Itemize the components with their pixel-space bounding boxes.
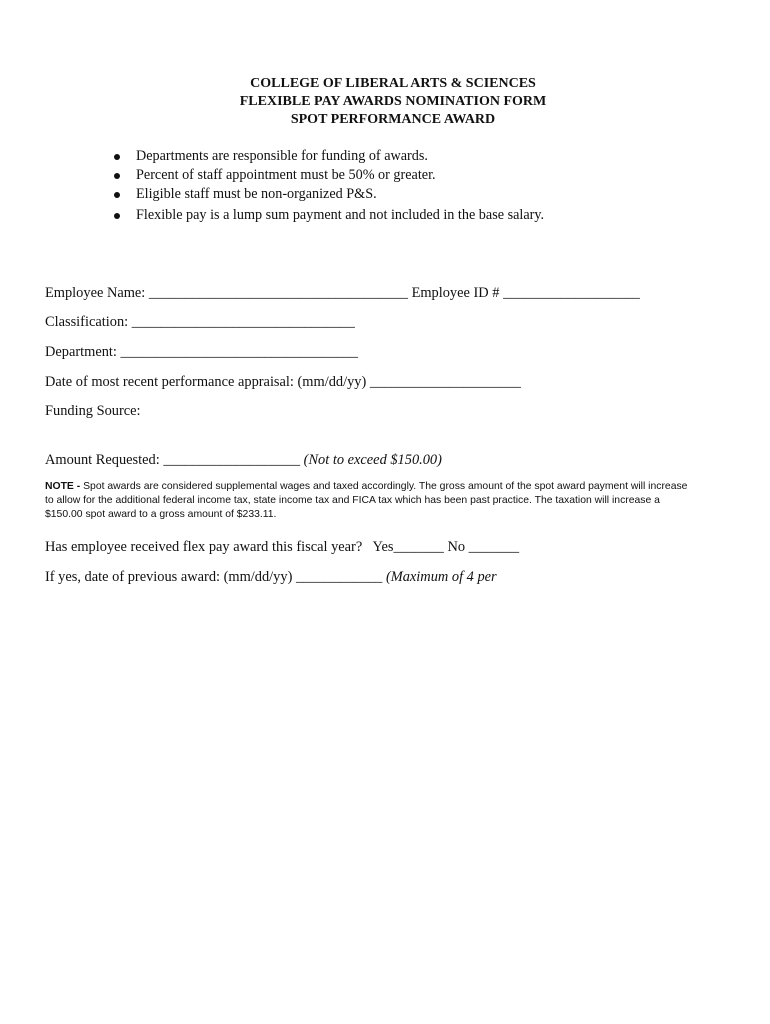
previous-award-label: If yes, date of previous award: (mm/dd/yy) [45,569,293,585]
employee-row [45,284,640,302]
form-header [0,75,770,129]
department-row [45,343,358,361]
list-item-text: Percent of staff appointment must be 50% or greater. [136,167,436,183]
employee-id-field[interactable]: ___________________ [503,285,640,301]
classification-row [45,313,355,331]
employee-name-label: Employee Name: [45,285,146,301]
funding-row [45,402,141,420]
list-item-text: Eligible staff must be non-organized P&S. [136,186,377,202]
amount-requested-label: Amount Requested: [45,452,160,468]
bullet-icon [114,173,120,179]
previous-award-row [45,568,497,586]
college-title: COLLEGE OF LIBERAL ARTS & SCIENCES [250,76,536,91]
previous-award-note: (Maximum of 4 per [385,569,497,585]
amount-row [45,451,442,469]
amount-limit-note: (Not to exceed $150.00) [303,452,442,468]
tax-note [45,480,695,522]
classification-field[interactable]: _______________________________ [131,314,355,330]
funding-source-label: Funding Source: [45,403,141,419]
bullet-icon [114,154,120,160]
appraisal-row [45,373,521,391]
previous-award-field[interactable]: ____________ [295,569,383,585]
award-title: SPOT PERFORMANCE AWARD [290,112,496,127]
no-label: No [447,539,466,555]
employee-name-field[interactable]: ____________________________________ [148,285,408,301]
yes-label: Yes [372,539,394,555]
flex-pay-question: Has employee received flex pay award this fiscal year? [45,539,363,555]
list-item-text: Flexible pay is a lump sum payment and not included in the base salary. [136,207,545,223]
department-label: Department: [45,344,117,360]
no-field[interactable]: _______ [468,539,520,555]
appraisal-date-label: Date of most recent performance appraisal: (mm/dd/yy) [45,374,367,390]
bullet-icon [114,192,120,198]
list-item [112,206,544,225]
note-label: NOTE - [45,481,81,492]
classification-label: Classification: [45,314,129,330]
employee-id-label: Employee ID # [411,285,500,301]
list-item [112,147,544,166]
department-field[interactable]: _________________________________ [120,344,358,360]
amount-requested-field[interactable]: ___________________ [163,452,301,468]
bullet-icon [114,213,120,219]
list-item [112,185,544,204]
flex-pay-row [45,538,519,556]
note-text: Spot awards are considered supplemental wages and taxed accordingly. The gross amount of the spot award payment will increase to allow for the additional federal income tax, state income tax and FICA tax which has been past practice. The taxation will increase a $150.00 spot award to a gross amount of $233.11. [45,481,688,520]
appraisal-date-field[interactable]: _____________________ [369,374,521,390]
form-title: FLEXIBLE PAY AWARDS NOMINATION FORM [239,94,547,109]
eligibility-list [112,147,544,225]
list-item-text: Departments are responsible for funding of awards. [136,148,428,164]
list-item [112,166,544,185]
yes-field[interactable]: _______ [393,539,444,555]
